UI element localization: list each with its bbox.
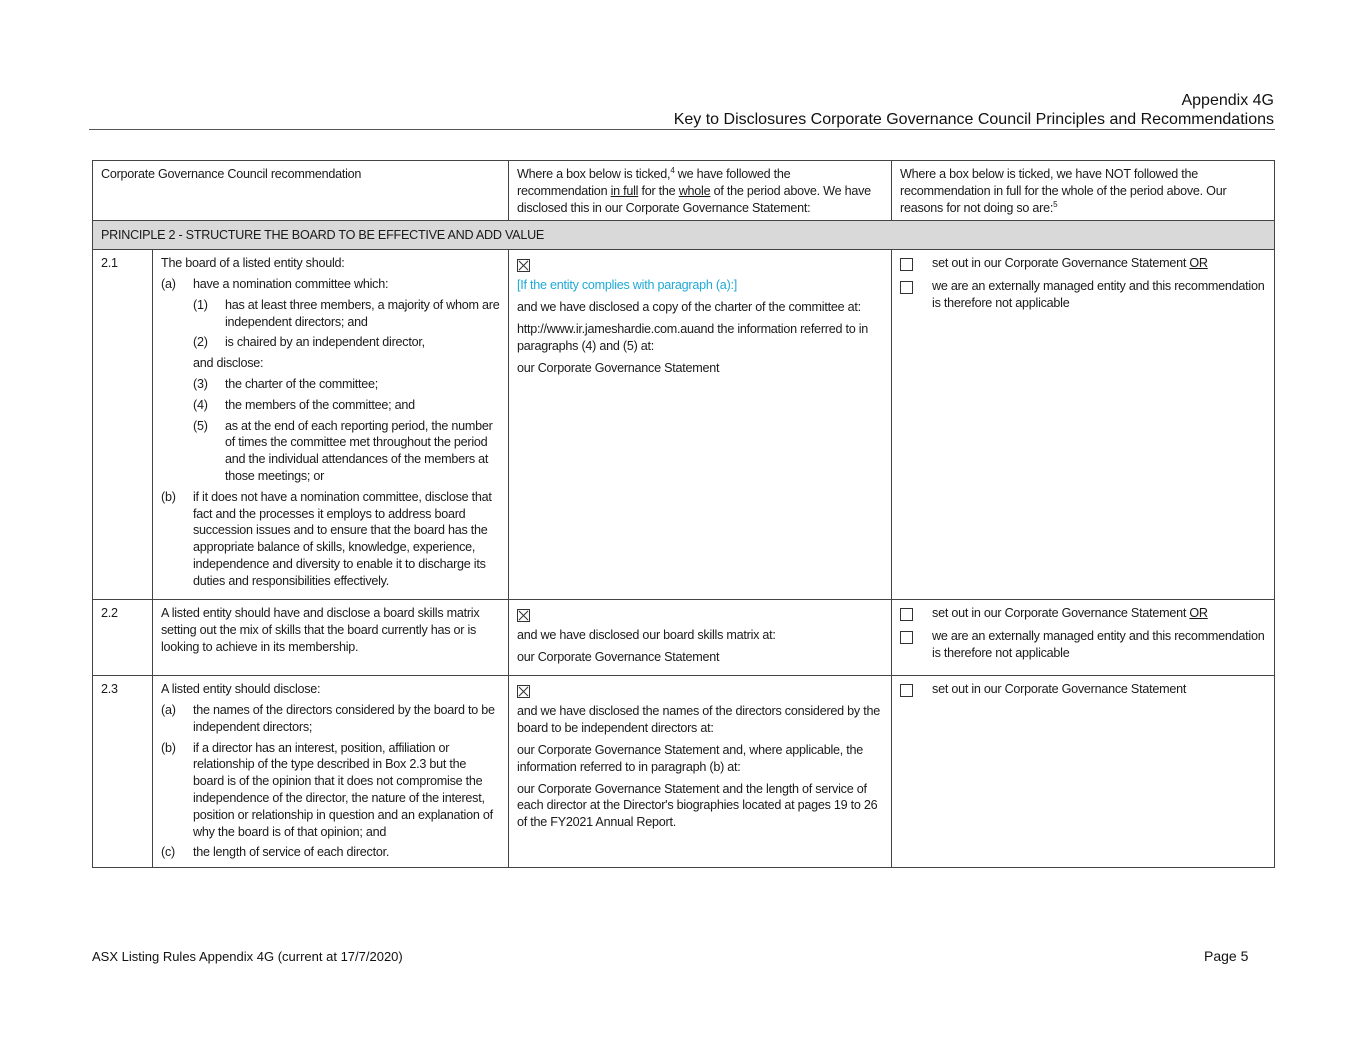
table-row <box>93 250 1275 600</box>
document-title: Key to Disclosures Corporate Governance Council Principles and Recommendations <box>673 111 1274 128</box>
option-item: set out in our Corporate Governance Statement OR <box>900 605 1266 622</box>
table-row <box>93 600 1275 676</box>
list-item: (5) as at the end of each reporting period, the number of times the committee met throughout the period and the individual attendances of the members at those meetings; or <box>193 418 493 483</box>
checked-box-icon[interactable] <box>517 609 530 622</box>
recommendation-number: 2.3 <box>93 676 153 868</box>
followed-cell: and we have disclosed the names of the directors considered by the board to be independent directors at: our Corporate Governance Statement and, where applicable, the information referred to in paragraph (b) at: our Corporate Governance Statement and the length of service of each director at the Director's biographies located at pages 19 to 26 of the FY2021 Annual Report. <box>509 676 892 868</box>
list-item: (a) the names of the directors considered by the board to be independent directors; <box>161 702 495 734</box>
page-number: Page 5 <box>1204 948 1249 964</box>
list-item: (3) the charter of the committee; <box>193 376 379 391</box>
recommendation-text: A listed entity should disclose: (a) the names of the directors considered by the board to be independent directors; (b) if a director has an interest, position, affiliation or relationship of the type described in Box 2.3 but the board is of the opinion that it does not compromise the independence of the director, the nature of the interest, position or relationship in question and an explanation of why the board is of that opinion; and (c) the length of service of each director. <box>153 676 509 868</box>
list-item: (b) if a director has an interest, position, affiliation or relationship of the type described in Box 2.3 but the board is of the opinion that it does not compromise the independence of the director, the nature of the interest, position or relationship in question and an explanation of why the board is of that opinion; and <box>161 740 493 839</box>
footer-source: ASX Listing Rules Appendix 4G (current at 17/7/2020) <box>92 949 403 964</box>
disclosure-table <box>92 160 1275 868</box>
option-item: set out in our Corporate Governance Statement <box>900 681 1266 698</box>
option-item: we are an externally managed entity and this recommendation is therefore not applicable <box>900 628 1266 662</box>
list-item: (a) have a nomination committee which: <box>161 276 389 291</box>
header-followed: Where a box below is ticked,$^4$ we have followed the recommendation in full for the whole of the period above. We have disclosed this in our Corporate Governance Statement: <box>509 161 892 221</box>
not-followed-cell <box>892 600 1275 676</box>
header-divider <box>89 129 1275 130</box>
option-item: set out in our Corporate Governance Statement OR <box>900 255 1266 272</box>
list-item: (1) has at least three members, a majority of whom are independent directors; and <box>193 297 500 329</box>
instruction-text: [If the entity complies with paragraph (a):] <box>517 278 738 293</box>
option-item: we are an externally managed entity and this recommendation is therefore not applicable <box>900 278 1266 312</box>
header-recommendation: Corporate Governance Council recommendation <box>93 161 509 221</box>
list-item: (b) if it does not have a nomination committee, disclose that fact and the processes it employs to address board succession issues and to ensure that the board has the appropriate balance of skills, knowledge, experience, independence and diversity to enable it to discharge its duties and responsibilities effectively. <box>161 489 492 588</box>
unchecked-box-icon[interactable] <box>900 608 913 621</box>
recommendation-number: 2.1 <box>93 250 153 600</box>
unchecked-box-icon[interactable] <box>900 631 913 644</box>
not-followed-cell <box>892 676 1275 868</box>
recommendation-text: A listed entity should have and disclose a board skills matrix setting out the mix of skills that the board currently has or is looking to achieve in its membership. <box>153 600 509 676</box>
table-row <box>93 676 1275 868</box>
unchecked-box-icon[interactable] <box>900 281 913 294</box>
checked-box-icon[interactable] <box>517 259 530 272</box>
principle-heading: PRINCIPLE 2 - STRUCTURE THE BOARD TO BE EFFECTIVE AND ADD VALUE <box>93 221 1275 250</box>
principle-row <box>93 221 1275 250</box>
not-followed-cell <box>892 250 1275 600</box>
checked-box-icon[interactable] <box>517 685 530 698</box>
list-item: (2) is chaired by an independent director, <box>193 335 425 350</box>
list-item: (4) the members of the committee; and <box>193 397 415 412</box>
appendix-label: Appendix 4G <box>1181 92 1274 109</box>
followed-cell: and we have disclosed our board skills matrix at: our Corporate Governance Statement <box>509 600 892 676</box>
followed-cell: [If the entity complies with paragraph (a):] and we have disclosed a copy of the charter of the committee at: http://www.ir.jameshardie.com.auand the information referred to in paragraphs (4) and (5) at: our Corporate Governance Statement <box>509 250 892 600</box>
unchecked-box-icon[interactable] <box>900 258 913 271</box>
recommendation-number: 2.2 <box>93 600 153 676</box>
page-header <box>674 91 1274 129</box>
footnote-ref-5[interactable]: 5 <box>1053 199 1058 209</box>
table-header-row <box>93 161 1275 221</box>
footnote-ref-4[interactable]: 4 <box>670 165 675 175</box>
unchecked-box-icon[interactable] <box>900 684 913 697</box>
recommendation-text: The board of a listed entity should: (a) have a nomination committee which: (1) has at least three members, a majority of whom are independent directors; and (2) is chaired by an independent director, and disclose: (3) the charter of the committee; (4) the members of the committee; and (5) as at the end of each reporting period, the number of times the committee met throughout the period and the individual attendances of the members at those meetings; or (b) if it does not have a nomination committee, disclose that fact and the processes it employs to address board succession issues and to ensure that the board has the appropriate balance of skills, knowledge, experience, independence and diversity to enable it to discharge its duties and responsibilities effectively. <box>153 250 509 600</box>
header-not-followed: Where a box below is ticked, we have NOT followed the recommendation in full for the whole of the period above. Our reasons for not doing so are:$^5$ <box>892 161 1275 221</box>
list-item: (c) the length of service of each director. <box>161 845 390 860</box>
